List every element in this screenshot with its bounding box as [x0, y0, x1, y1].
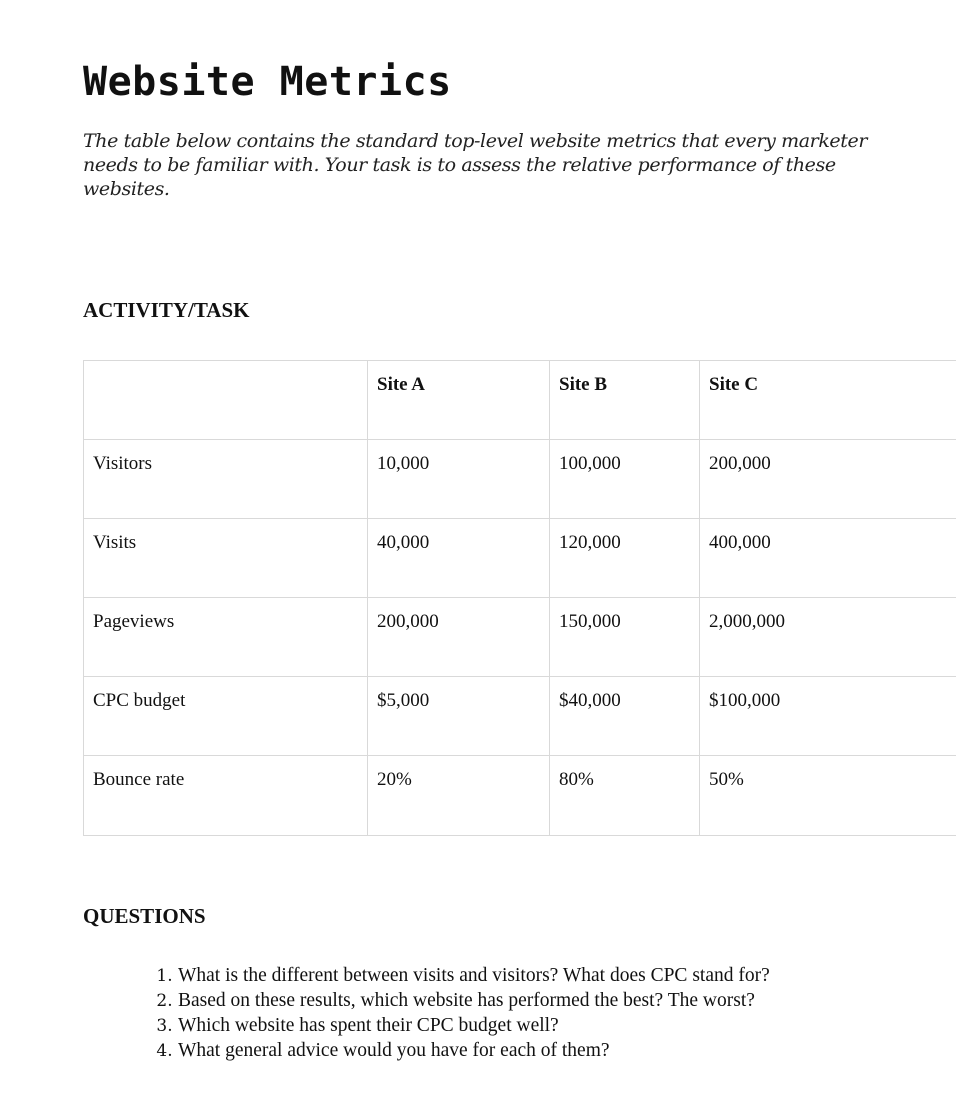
table-cell: 200,000 [700, 440, 956, 519]
table-cell: 20% [368, 756, 550, 836]
table-row-visits [84, 519, 956, 598]
row-label: Visits [84, 519, 368, 598]
question-item: 4. What general advice would you have for each of them? [178, 1038, 770, 1063]
table-header-row [84, 361, 956, 440]
question-item: 1. What is the different between visits and visitors? What does CPC stand for? [178, 963, 770, 988]
row-label: Visitors [84, 440, 368, 519]
table-cell: 400,000 [700, 519, 956, 598]
table-cell: 120,000 [550, 519, 700, 598]
row-label: Bounce rate [84, 756, 368, 836]
table-cell: 150,000 [550, 598, 700, 677]
activity-heading: ACTIVITY/TASK [83, 298, 250, 322]
table-corner-cell [84, 361, 368, 440]
table-cell: 80% [550, 756, 700, 836]
row-label: Pageviews [84, 598, 368, 677]
table-row-bounce-rate [84, 756, 956, 836]
table-row-cpc-budget [84, 677, 956, 756]
intro-paragraph: The table below contains the standard top-level website metrics that every marketer needs to be familiar with. Your task is to assess the relative performance of these websites. [83, 130, 868, 200]
table-cell: 200,000 [368, 598, 550, 677]
question-item: 2. Based on these results, which website has performed the best? The worst? [178, 988, 770, 1013]
table-cell: $40,000 [550, 677, 700, 756]
questions-list [142, 963, 770, 1063]
metrics-table [83, 360, 956, 836]
row-label: CPC budget [84, 677, 368, 756]
column-header-site-a: Site A [368, 361, 550, 440]
table-cell: 2,000,000 [700, 598, 956, 677]
column-header-site-b: Site B [550, 361, 700, 440]
table-cell: 10,000 [368, 440, 550, 519]
table-row-pageviews [84, 598, 956, 677]
table-cell: $100,000 [700, 677, 956, 756]
table-cell: 100,000 [550, 440, 700, 519]
table-cell: $5,000 [368, 677, 550, 756]
column-header-site-c: Site C [700, 361, 956, 440]
questions-heading: QUESTIONS [83, 904, 206, 928]
table-cell: 50% [700, 756, 956, 836]
table-row-visitors [84, 440, 956, 519]
question-item: 3. Which website has spent their CPC budget well? [178, 1013, 770, 1038]
table-cell: 40,000 [368, 519, 550, 598]
page-title: Website Metrics [83, 59, 452, 105]
